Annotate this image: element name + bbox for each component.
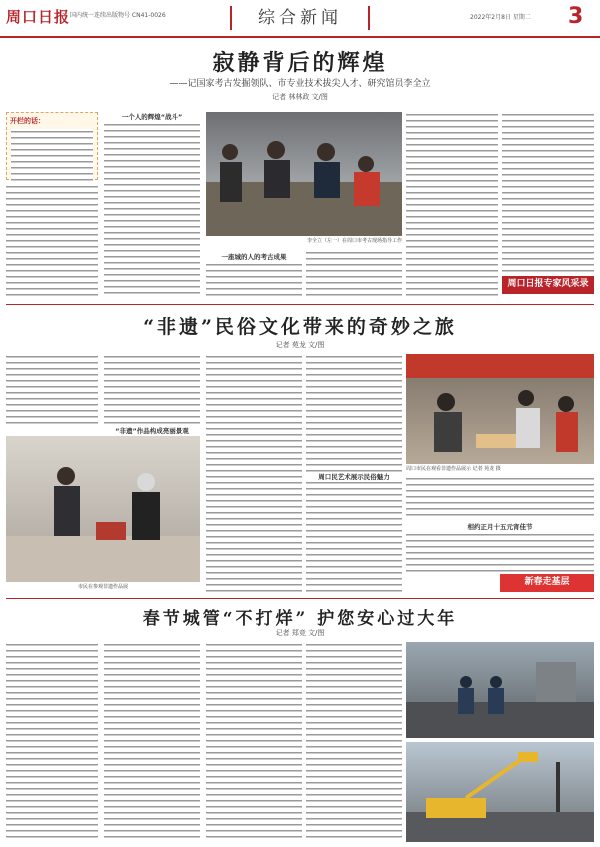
article2-caption1: 市民在参观非遗作品展 <box>77 584 128 590</box>
photo-people-icon <box>206 112 402 236</box>
article3-column2 <box>104 642 200 842</box>
article3-byline: 记者 郑竞 文/图 <box>275 629 325 637</box>
photo-craft-icon <box>406 354 594 464</box>
article1-inner-heading: 一个人的辉煌“战斗” <box>121 113 183 121</box>
newspaper-logo: 周口日报 <box>6 8 71 26</box>
article2-subhead3: 相约正月十五元宵佳节 <box>467 523 533 531</box>
article3-column3 <box>206 642 302 842</box>
article1-column5 <box>406 112 498 296</box>
section-title: 综合新闻 <box>230 6 370 30</box>
section-divider <box>6 304 594 305</box>
article1-caption: 李全立（左一）在周口市考古现场指导工作 <box>306 238 402 244</box>
article2-column6 <box>406 532 594 574</box>
article1-subtitle: ——记国家考古发掘领队、市专业技术拔尖人才、研究馆员李全立 <box>169 79 431 89</box>
editor-note <box>6 112 98 180</box>
photo-street-icon <box>406 642 594 738</box>
article2-column3 <box>206 354 302 592</box>
article1-banner: 周口日报专家风采录 <box>502 276 594 294</box>
article3-title: 春节城管“不打烊” 护您安心过大年 <box>142 609 458 629</box>
photo-exhibit-icon <box>6 436 200 582</box>
article2-column1 <box>6 354 98 424</box>
article3-column4 <box>306 642 402 842</box>
photo-crane-icon <box>406 742 594 842</box>
article2-column2 <box>104 354 200 424</box>
masthead-info: 国内统一连续出版物号 CN41-0026 <box>70 12 166 19</box>
page-number: 3 <box>568 4 584 29</box>
article1-title: 寂静背后的辉煌 <box>212 50 388 76</box>
article2-photo2 <box>406 354 594 464</box>
article1-column4 <box>306 250 402 296</box>
section-divider-2 <box>6 598 594 599</box>
article1-column1 <box>6 184 98 296</box>
article1-column6 <box>502 112 594 272</box>
article2-subhead1: “非遗”作品构成亮丽景观 <box>115 427 189 435</box>
article1-inner-heading2: 一座城的人的考古成果 <box>206 252 302 261</box>
article3-photo2 <box>406 742 594 842</box>
article2-banner: 新春走基层 <box>500 574 594 592</box>
article2-title: “非遗”民俗文化带来的奇妙之旅 <box>143 316 457 338</box>
article2-subhead2: 周口民艺术展示民俗魅力 <box>306 472 402 481</box>
article1-photo <box>206 112 402 236</box>
editor-note-text <box>11 129 93 183</box>
article2-column5 <box>406 476 594 520</box>
article3-photo1 <box>406 642 594 738</box>
issue-date: 2022年2月8日 星期二 <box>470 14 531 21</box>
article2-caption2: 周口市民在观看非遗作品展示 记者 苑龙 摄 <box>406 466 501 472</box>
article2-byline: 记者 苑龙 文/图 <box>275 341 325 349</box>
article3-column1 <box>6 642 98 842</box>
article2-photo1 <box>6 436 200 582</box>
article1-byline: 记者 林林政 文/图 <box>272 93 328 101</box>
editor-note-title: 开栏的话： <box>10 117 45 125</box>
article1-column2 <box>104 122 200 296</box>
